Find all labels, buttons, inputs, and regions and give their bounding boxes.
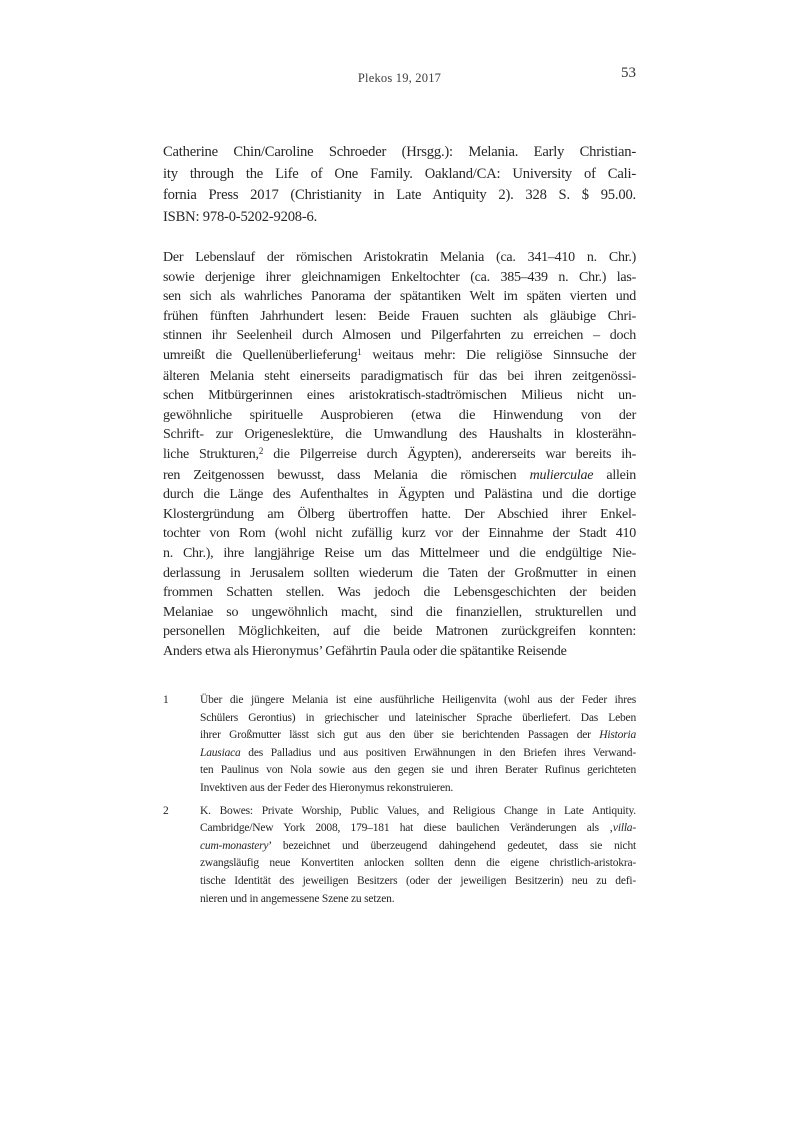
text-line: zwangsläufig neue Konvertiten anlocken sollten denn die eigene christlich-aristokra- [200,857,636,870]
text-line: tische Identität des jeweiligen Besitzers (oder der jeweiligen Besitzerin) neu zu defi- [200,874,636,887]
text-line: umreißt die Quellenüberlieferung$^1$ weitaus mehr: Die religiöse Sinnsuche der [163,346,636,363]
text-line: fornia Press 2017 (Christianity in Late Antiquity 2). 328 S. $ 95.00. [163,187,636,203]
text-line: personellen Möglichkeiten, auf die beide Matronen zurückgreifen konnten: [163,624,636,640]
text-line: ten Paulinus von Nola sowie aus den gegen sie und ihren Berater Rufinus gerichteten [200,764,636,777]
text-line: cum-monastery’ bezeichnet und überzeugend dahingehend gedeutet, dass sie nicht [200,839,636,852]
footnote-1-text [200,692,636,798]
footnote-2-text [200,803,636,909]
page-number: 53 [621,65,636,81]
footnote-1 [163,692,636,798]
text-line: nieren und in angemessene Szene zu setzen. [200,892,395,905]
footnote-1-number: 1 [163,694,169,706]
text-line: stinnen ihr Seelenheil durch Almosen und Pilgerfahrten zu erreichen – doch [163,328,636,344]
text-line: ISBN: 978-0-5202-9208-6. [163,208,318,225]
text-line: sen sich als wahrliches Panorama der spätantiken Welt im späten vierten und [163,289,636,305]
footnote-marker: 2 [258,445,264,456]
text-line: Klostergründung am Ölberg übertroffen hatte. Der Abschied ihrer Enkel- [163,506,636,522]
text-line: schen Mitbürgerinnen eines aristokratisch-stadtrömischen Milieus nicht un- [163,388,636,404]
text-line: Lausiaca des Palladius und aus positiven Erwähnungen in den Briefen ihres Verwand- [200,746,636,759]
footnote-2 [163,803,636,909]
text-line: K. Bowes: Private Worship, Public Values, and Religious Change in Late Antiquity. [200,804,636,817]
text-line: Der Lebenslauf der römischen Aristokratin Melania (ca. 341–410 n. Chr.) [163,250,636,265]
footnote-marker: 1 [357,346,362,357]
text-line: Schülers Gerontius) in griechischer und lateinischer Sprache überliefert. Das Leben [200,711,636,724]
text-line: gewöhnliche spirituelle Ausprobieren (etwa die Hinwendung von der [163,407,636,423]
text-line: Cambridge/New York 2008, 179–181 hat diese baulichen Veränderungen als ‚villa- [200,822,636,835]
text-line: sowie derjenige ihrer gleichnamigen Enkeltochter (ca. 385–439 n. Chr.) las- [163,269,636,285]
review-body-paragraph [163,248,636,661]
text-line: Über die jüngere Melania ist eine ausführliche Heiligenvita (wohl aus der Feder ihres [200,694,636,706]
text-line: Anders etwa als Hieronymus’ Gefährtin Paula oder die spätantike Reisende [163,643,567,659]
text-line: Catherine Chin/Caroline Schroeder (Hrsgg.): Melania. Early Christian- [163,144,636,160]
footnotes-section [163,692,636,908]
text-line: derlassung in Jerusalem sollten wiederum die Taten der Großmutter in einen [163,565,636,581]
text-line: ren Zeitgenossen bewusst, dass Melania die römischen mulierculae allein [163,467,636,483]
running-head-journal: Plekos 19, 2017 [357,71,442,85]
text-line: Invektiven aus der Feder des Hieronymus rekonstruieren. [200,781,454,794]
text-line: frühen fünften Jahrhundert lesen: Beide Frauen suchten als gläubige Chri- [163,308,636,324]
text-line: frommen Schatten stellen. Was jedoch die Lebensgeschichten der beiden [163,585,636,601]
text-line: ity through the Life of One Family. Oakland/CA: University of Cali- [163,165,636,182]
text-line: liche Strukturen,$^2$ die Pilgerreise durch Ägypten), andererseits war bereits ih- [163,445,636,462]
text-line: älteren Melania steht einerseits paradigmatisch für das bei ihren zeitgenössi- [163,368,636,384]
text-line: durch die Länge des Aufenthaltes in Ägypten und Palästina und die dortige [163,487,636,503]
text-line: n. Chr.), ihre langjährige Reise um das Mittelmeer und die endgültige Nie- [163,545,636,561]
book-reference-heading [163,142,636,228]
text-line: tochter von Rom (wohl nicht zufällig kurz vor der Einnahme der Stadt 410 [163,526,636,542]
text-line: Melaniae so ungewöhnlich macht, sind die finanziellen, strukturellen und [163,604,636,620]
footnote-2-number: 2 [163,804,169,817]
text-line: Schrift- zur Origeneslektüre, die Umwandlung des Haushalts in klosterähn- [163,427,636,443]
text-line: ihrer Großmutter lässt sich gut aus den über sie berichtenden Passagen der Historia [200,729,636,742]
